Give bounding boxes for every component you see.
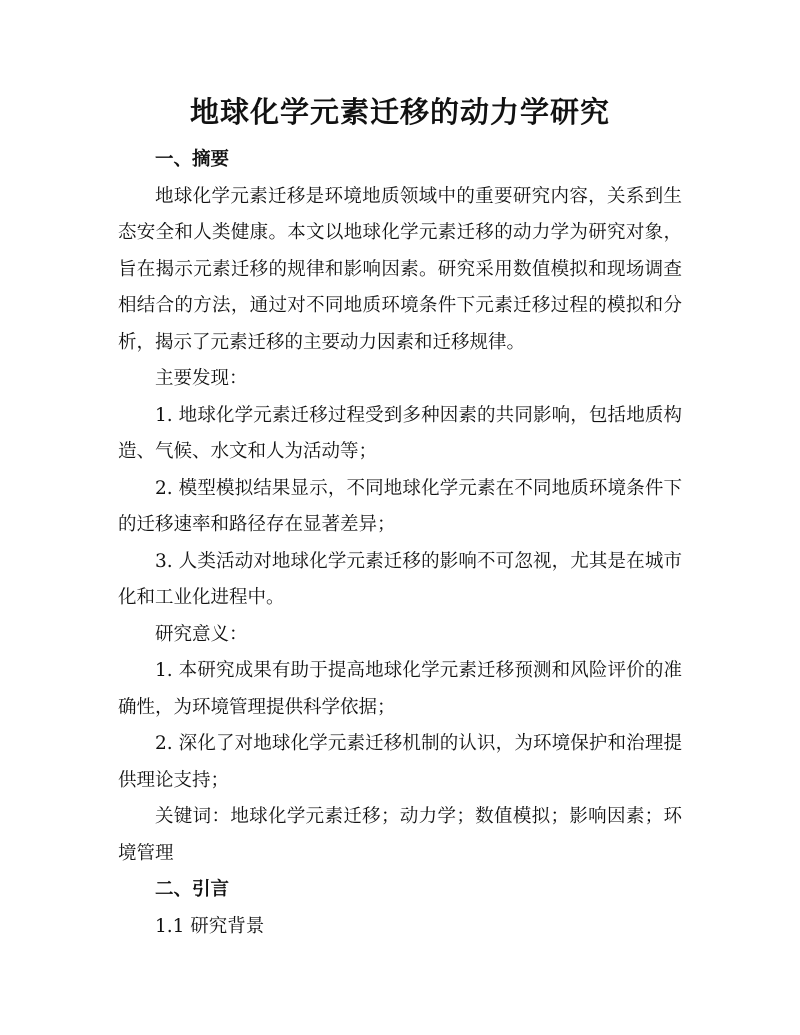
significance-item-2: 2. 深化了对地球化学元素迁移机制的认识，为环境保护和治理提供理论支持； [118, 733, 682, 791]
keywords-paragraph: 关键词：地球化学元素迁移；动力学；数值模拟；影响因素；环境管理 [118, 806, 682, 864]
significance-item-1: 1. 本研究成果有助于提高地球化学元素迁移预测和风险评价的准确性，为环境管理提供科学依据； [118, 660, 682, 718]
finding-item-1: 1. 地球化学元素迁移过程受到多种因素的共同影响，包括地质构造、气候、水文和人为活动等； [118, 404, 682, 462]
subsection-heading-background: 1.1 研究背景 [155, 915, 265, 937]
document-title: 地球化学元素迁移的动力学研究 [189, 95, 610, 129]
document-body [118, 142, 682, 945]
section-heading-abstract: 一、摘要 [155, 149, 230, 170]
significance-label: 研究意义： [155, 623, 248, 645]
finding-item-2: 2. 模型模拟结果显示，不同地球化学元素在不同地质环境条件下的迁移速率和路径存在显著差异； [118, 477, 682, 535]
abstract-paragraph: 地球化学元素迁移是环境地质领域中的重要研究内容，关系到生态安全和人类健康。本文以地球化学元素迁移的动力学为研究对象，旨在揭示元素迁移的规律和影响因素。研究采用数值模拟和现场调查相结合的方法，通过对不同地质环境条件下元素迁移过程的模拟和分析，揭示了元素迁移的主要动力因素和迁移规律。 [118, 185, 682, 353]
finding-item-3: 3. 人类活动对地球化学元素迁移的影响不可忽视，尤其是在城市化和工业化进程中。 [118, 550, 682, 608]
findings-label: 主要发现： [155, 368, 248, 389]
section-heading-introduction: 二、引言 [155, 879, 230, 900]
